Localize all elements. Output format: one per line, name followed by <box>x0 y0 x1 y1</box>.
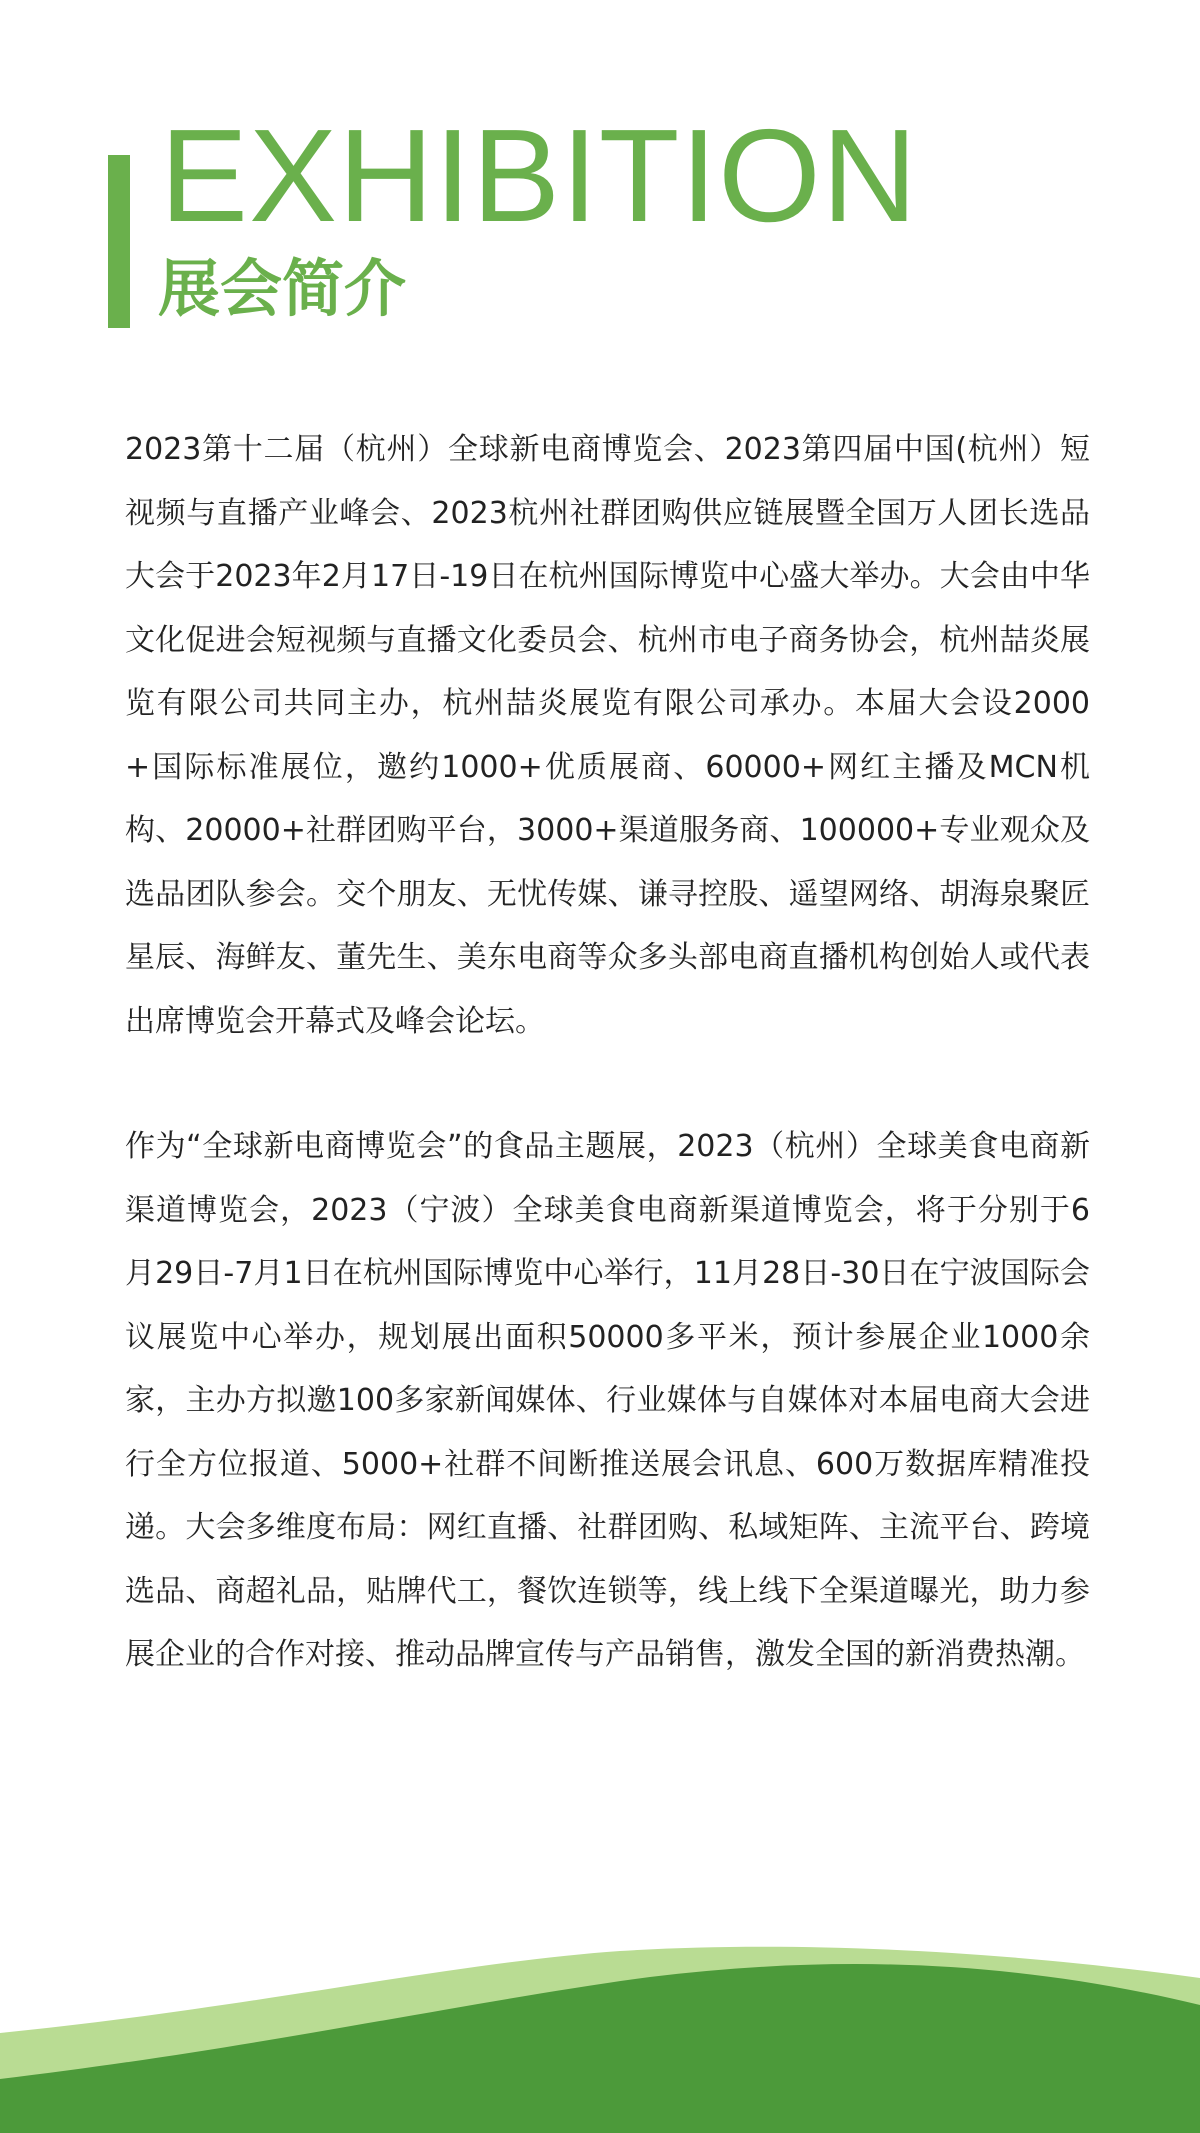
page-header <box>0 0 1200 360</box>
title-accent-bar <box>108 155 130 328</box>
intro-paragraph-1: 2023第十二届（杭州）全球新电商博览会、2023第四届中国(杭州）短视频与直播产业峰会、2023杭州社群团购供应链展暨全国万人团长选品大会于2023年2月17日-19日在杭州国际博览中心盛大举办。大会由中华文化促进会短视频与直播文化委员会、杭州市电子商务协会，杭州喆炎展览有限公司共同主办，杭州喆炎展览有限公司承办。本届大会设2000+国际标准展位，邀约1000+优质展商、60000+网红主播及MCN机构、20000+社群团购平台，3000+渠道服务商、100000+专业观众及选品团队参会。交个朋友、无忧传媒、谦寻控股、遥望网络、胡海泉聚匠星辰、海鲜友、董先生、美东电商等众多头部电商直播机构创始人或代表出席博览会开幕式及峰会论坛。 <box>125 432 1090 1039</box>
page-title-chinese: 展会简介 <box>158 252 407 325</box>
intro-paragraph-2: 作为“全球新电商博览会”的食品主题展，2023（杭州）全球美食电商新渠道博览会，2023（宁波）全球美食电商新渠道博览会，将于分别于6月29日-7月1日在杭州国际博览中心举行，11月28日-30日在宁波国际会议展览中心举办，规划展出面积50000多平米，预计参展企业1000余家，主办方拟邀100多家新闻媒体、行业媒体与自媒体对本届电商大会进行全方位报道、5000+社群不间断推送展会讯息、600万数据库精准投递。大会多维度布局：网红直播、社群团购、私域矩阵、主流平台、跨境选品、商超礼品，贴牌代工，餐饮连锁等，线上线下全渠道曝光，助力参展企业的合作对接、推动品牌宣传与产品销售，激发全国的新消费热潮。 <box>125 1129 1090 1672</box>
footer-wave-decoration <box>0 1853 1200 2133</box>
page-title-english: EXHIBITION <box>160 102 919 249</box>
exhibition-introduction <box>125 418 1090 1749</box>
